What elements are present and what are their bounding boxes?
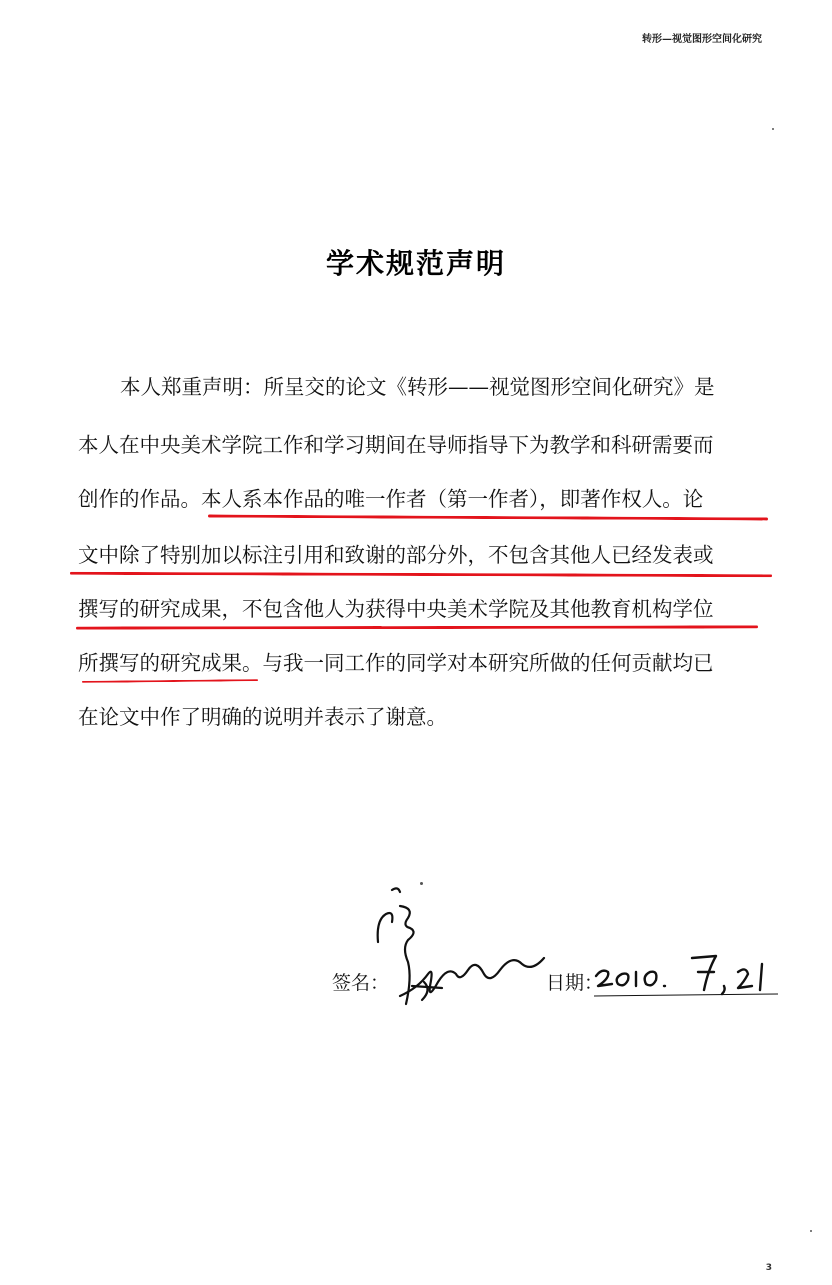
scan-speck bbox=[772, 128, 774, 130]
scan-speck bbox=[420, 882, 423, 885]
handwritten-date bbox=[592, 950, 782, 1000]
scan-speck bbox=[810, 1230, 812, 1232]
red-underline bbox=[82, 679, 258, 683]
declaration-line: 本人在中央美术学院工作和学习期间在导师指导下为教学和科研需要而 bbox=[78, 433, 714, 457]
red-underline bbox=[76, 625, 758, 629]
declaration-line: 文中除了特别加以标注引用和致谢的部分外，不包含其他人已经发表或 bbox=[78, 543, 714, 567]
running-header: 转形—视觉图形空间化研究 bbox=[642, 34, 762, 45]
declaration-line: 本人郑重声明：所呈交的论文《转形——视觉图形空间化研究》是 bbox=[120, 375, 715, 399]
handwritten-signature bbox=[372, 878, 557, 1018]
page-title: 学术规范声明 bbox=[325, 247, 506, 280]
declaration-line: 创作的作品。本人系本作品的唯一作者（第一作者），即著作权人。论 bbox=[78, 487, 704, 511]
red-underline bbox=[208, 515, 768, 521]
red-underline bbox=[70, 572, 772, 577]
declaration-line: 撰写的研究成果，不包含他人为获得中央美术学院及其他教育机构学位 bbox=[78, 597, 714, 621]
page-number: 3 bbox=[765, 1263, 772, 1273]
declaration-line: 在论文中作了明确的说明并表示了谢意。 bbox=[78, 705, 447, 729]
date-label: 日期： bbox=[546, 972, 604, 994]
declaration-line: 所撰写的研究成果。与我一同工作的同学对本研究所做的任何贡献均已 bbox=[78, 651, 714, 675]
signature-label: 签名： bbox=[332, 972, 390, 994]
